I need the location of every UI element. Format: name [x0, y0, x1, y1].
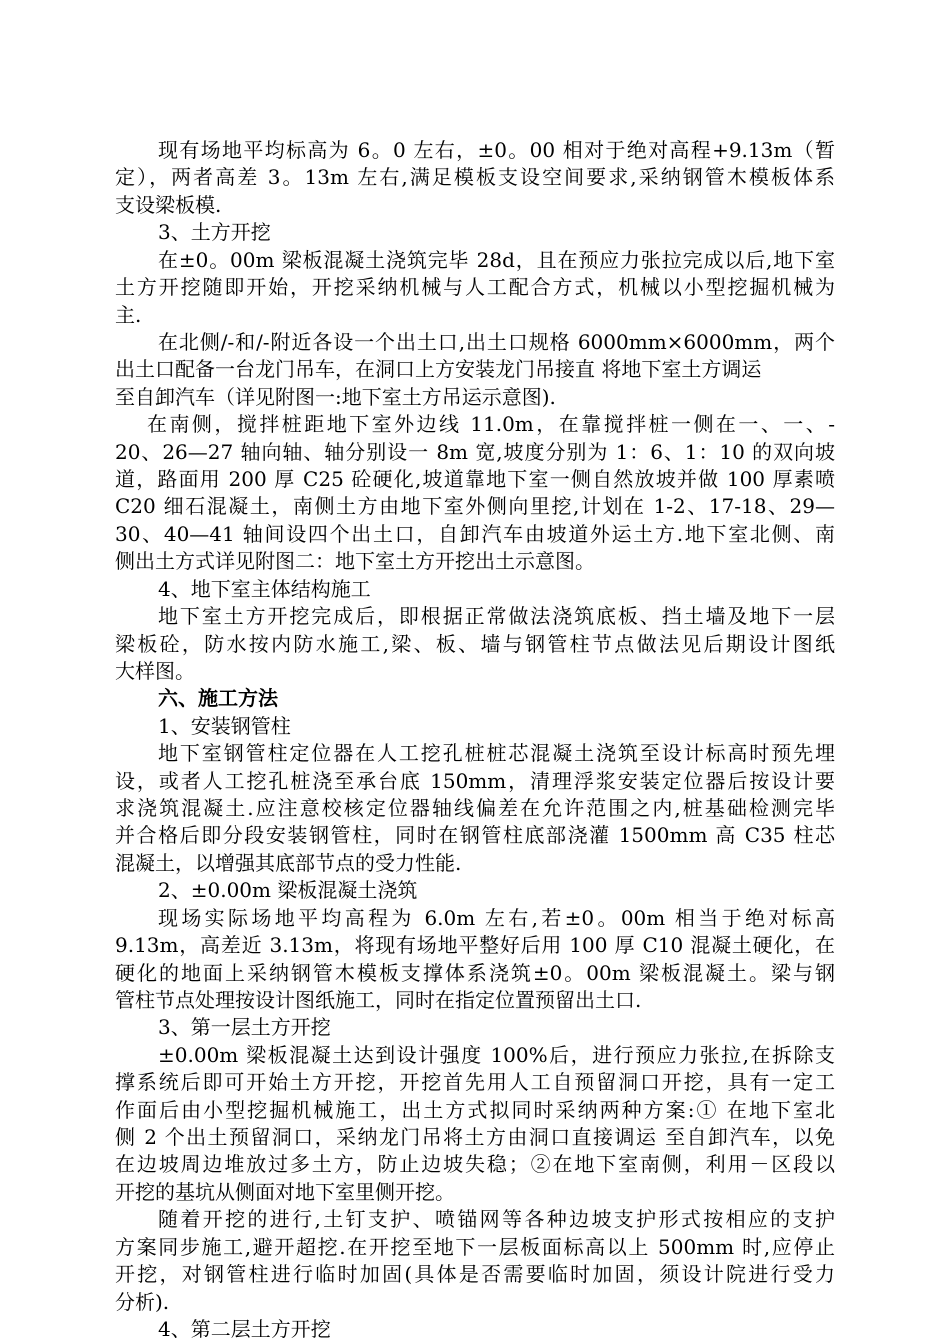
text-line: 支设梁板模.	[115, 193, 222, 217]
text-line: 在南侧，搅拌桩距地下室外边线 11.0m，在靠搅拌桩一侧在一、一、-	[147, 412, 835, 436]
section-heading: 2、±0.00m 梁板混凝土浇筑	[158, 878, 418, 902]
text-line: 大样图。	[115, 659, 195, 683]
text-line: 设，或者人工挖孔桩浇至承台底 150mm，清理浮浆安装定位器后按设计要	[115, 769, 835, 793]
section-heading: 4、地下室主体结构施工	[158, 577, 371, 601]
text-line: ±0.00m 梁板混凝土达到设计强度 100%后，进行预应力张拉,在拆除支	[158, 1043, 835, 1067]
text-line: 随着开挖的进行,土钉支护、喷锚网等各种边坡支护形式按相应的支护	[158, 1207, 835, 1231]
text-line: 道，路面用 200 厚 C25 砼硬化,坡道靠地下室一侧自然放坡并做 100 厚素喷	[115, 467, 835, 491]
text-line: 侧 2 个出土预留洞口，采纳龙门吊将土方由洞口直接调运 至自卸汽车，以免	[115, 1125, 835, 1149]
text-line: 求浇筑混凝土.应注意校核定位器轴线偏差在允许范围之内,桩基础检测完毕	[115, 796, 835, 820]
text-line: 开挖，对钢管柱进行临时加固(具体是否需要临时加固，须设计院进行受力	[115, 1262, 835, 1286]
text-line: 并合格后即分段安装钢管柱，同时在钢管柱底部浇灌 1500mm 高 C35 柱芯	[115, 823, 835, 847]
text-line: 侧出土方式详见附图二：地下室土方开挖出土示意图。	[115, 549, 595, 573]
text-line: 定），两者高差 3。13m 左右,满足模板支设空间要求,采纳钢管木模板体系	[115, 165, 835, 189]
text-line: 现有场地平均标高为 6。0 左右，±0。00 相对于绝对高程+9.13m（暂	[158, 138, 835, 162]
text-line: 管柱节点处理按设计图纸施工，同时在指定位置预留出土口.	[115, 988, 642, 1012]
text-line: C20 细石混凝土，南侧土方由地下室外侧向里挖,计划在 1-2、17-18、29—	[115, 494, 835, 518]
text-line: 在北侧/-和/-附近各设一个出土口,出土口规格 6000mm×6000mm，两个	[158, 330, 835, 354]
text-line: 地下室土方开挖完成后，即根据正常做法浇筑底板、挡土墙及地下一层	[158, 604, 835, 628]
text-line: 开挖的基坑从侧面对地下室里侧开挖。	[115, 1180, 455, 1204]
text-line: 方案同步施工,避开超挖.在开挖至地下一层板面标高以上 500mm 时,应停止	[115, 1235, 835, 1259]
text-line: 20、26—27 轴向轴、轴分别设一 8m 宽,坡度分别为 1：6、1：10 的双向坡	[115, 440, 835, 464]
text-line: 在±0。00m 梁板混凝土浇筑完毕 28d，且在预应力张拉完成以后,地下室	[158, 248, 835, 272]
text-line: 地下室钢管柱定位器在人工挖孔桩桩芯混凝土浇筑至设计标高时预先埋	[158, 741, 835, 765]
text-line: 土方开挖随即开始，开挖采纳机械与人工配合方式，机械以小型挖掘机械为	[115, 275, 835, 299]
text-line: 在边坡周边堆放过多土方，防止边坡失稳；②在地下室南侧，利用－区段以	[115, 1152, 835, 1176]
section-heading: 1、安装钢管柱	[158, 714, 291, 738]
text-line: 作面后由小型挖掘机械施工，出土方式拟同时采纳两种方案:① 在地下室北	[115, 1098, 835, 1122]
text-line: 混凝土，以增强其底部节点的受力性能.	[115, 851, 462, 875]
chapter-heading: 六、施工方法	[158, 686, 278, 710]
text-line: 分析).	[115, 1290, 170, 1314]
text-line: 9.13m，高差近 3.13m，将现有场地平整好后用 100 厚 C10 混凝土硬化，在	[115, 933, 835, 957]
text-line: 出土口配备一台龙门吊车，在洞口上方安装龙门吊接直 将地下室土方调运	[115, 357, 762, 381]
section-heading: 3、第一层土方开挖	[158, 1015, 331, 1039]
text-line: 梁板砼，防水按内防水施工,梁、板、墙与钢管柱节点做法见后期设计图纸	[115, 632, 835, 656]
text-line: 撑系统后即可开始土方开挖，开挖首先用人工自预留洞口开挖，具有一定工	[115, 1070, 835, 1094]
text-line: 至自卸汽车（详见附图一:地下室土方吊运示意图).	[115, 385, 556, 409]
text-line: 现场实际场地平均高程为 6.0m 左右,若±0。00m 相当于绝对标高	[158, 906, 835, 930]
text-line: 30、40—41 轴间设四个出土口，自卸汽车由坡道外运土方.地下室北侧、南	[115, 522, 835, 546]
text-line: 主.	[115, 303, 142, 327]
section-heading: 4、第二层土方开挖	[158, 1317, 331, 1341]
text-line: 硬化的地面上采纳钢管木模板支撑体系浇筑±0。00m 梁板混凝土。梁与钢	[115, 961, 835, 985]
section-heading: 3、土方开挖	[158, 220, 271, 244]
